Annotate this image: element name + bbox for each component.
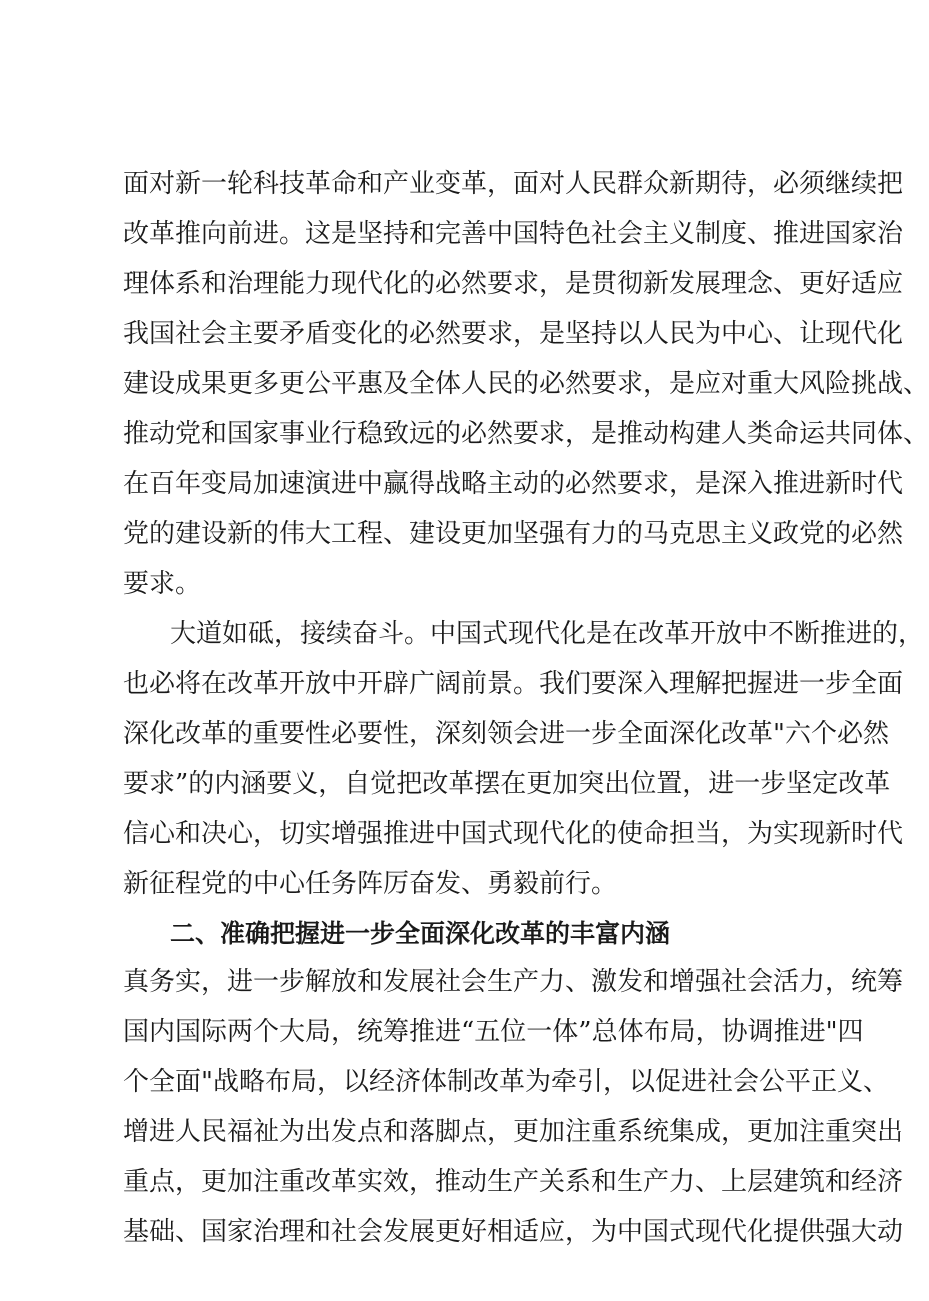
paragraph-line: 也必将在改革开放中开辟广阔前景。我们要深入理解把握进一步全面: [123, 669, 904, 699]
paragraph-line: 理体系和治理能力现代化的必然要求，是贯彻新发展理念、更好适应: [123, 269, 904, 299]
paragraph-line: 推动党和国家事业行稳致远的必然要求，是推动构建人类命运共同体、: [123, 419, 929, 449]
paragraph-line: 要求”的内涵要义，自觉把改革摆在更加突出位置，进一步坚定改革: [123, 769, 891, 799]
paragraph-line: 在百年变局加速演进中赢得战略主动的必然要求，是深入推进新时代: [123, 469, 904, 499]
paragraph-line: 深化改革的重要性必要性，深刻领会进一步全面深化改革"六个必然: [123, 719, 889, 749]
paragraph-line: 我国社会主要矛盾变化的必然要求，是坚持以人民为中心、让现代化: [123, 319, 904, 349]
paragraph-line: 大道如砥，接续奋斗。中国式现代化是在改革开放中不断推进的，: [170, 619, 925, 649]
paragraph-line: 建设成果更多更公平惠及全体人民的必然要求，是应对重大风险挑战、: [123, 369, 929, 399]
paragraph-line: 新征程党的中心任务阵厉奋发、勇毅前行。: [123, 869, 618, 899]
paragraph-line: 国内国际两个大局，统筹推进“五位一体”总体布局，协调推进"四: [123, 1017, 864, 1047]
section-heading: 二、准确把握进一步全面深化改革的丰富内涵: [170, 919, 671, 948]
paragraph-line: 个全面"战略布局，以经济体制改革为牵引，以促进社会公平正义、: [123, 1067, 889, 1097]
paragraph-line: 党的建设新的伟大工程、建设更加坚强有力的马克思主义政党的必然: [123, 519, 904, 549]
paragraph-line: 真务实，进一步解放和发展社会生产力、激发和增强社会活力，统筹: [123, 967, 904, 997]
paragraph-line: 改革推向前进。这是坚持和完善中国特色社会主义制度、推进国家治: [123, 219, 904, 249]
paragraph-line: 增进人民福祉为出发点和落脚点，更加注重系统集成，更加注重突出: [123, 1117, 904, 1147]
paragraph-line: 重点，更加注重改革实效，推动生产关系和生产力、上层建筑和经济: [123, 1167, 904, 1197]
paragraph-line: 要求。: [123, 569, 202, 599]
paragraph-line: 信心和决心，切实增强推进中国式现代化的使命担当，为实现新时代: [123, 819, 904, 849]
paragraph-line: 面对新一轮科技革命和产业变革，面对人民群众新期待，必须继续把: [123, 169, 904, 199]
paragraph-line: 基础、国家治理和社会发展更好相适应，为中国式现代化提供强大动: [123, 1217, 904, 1247]
